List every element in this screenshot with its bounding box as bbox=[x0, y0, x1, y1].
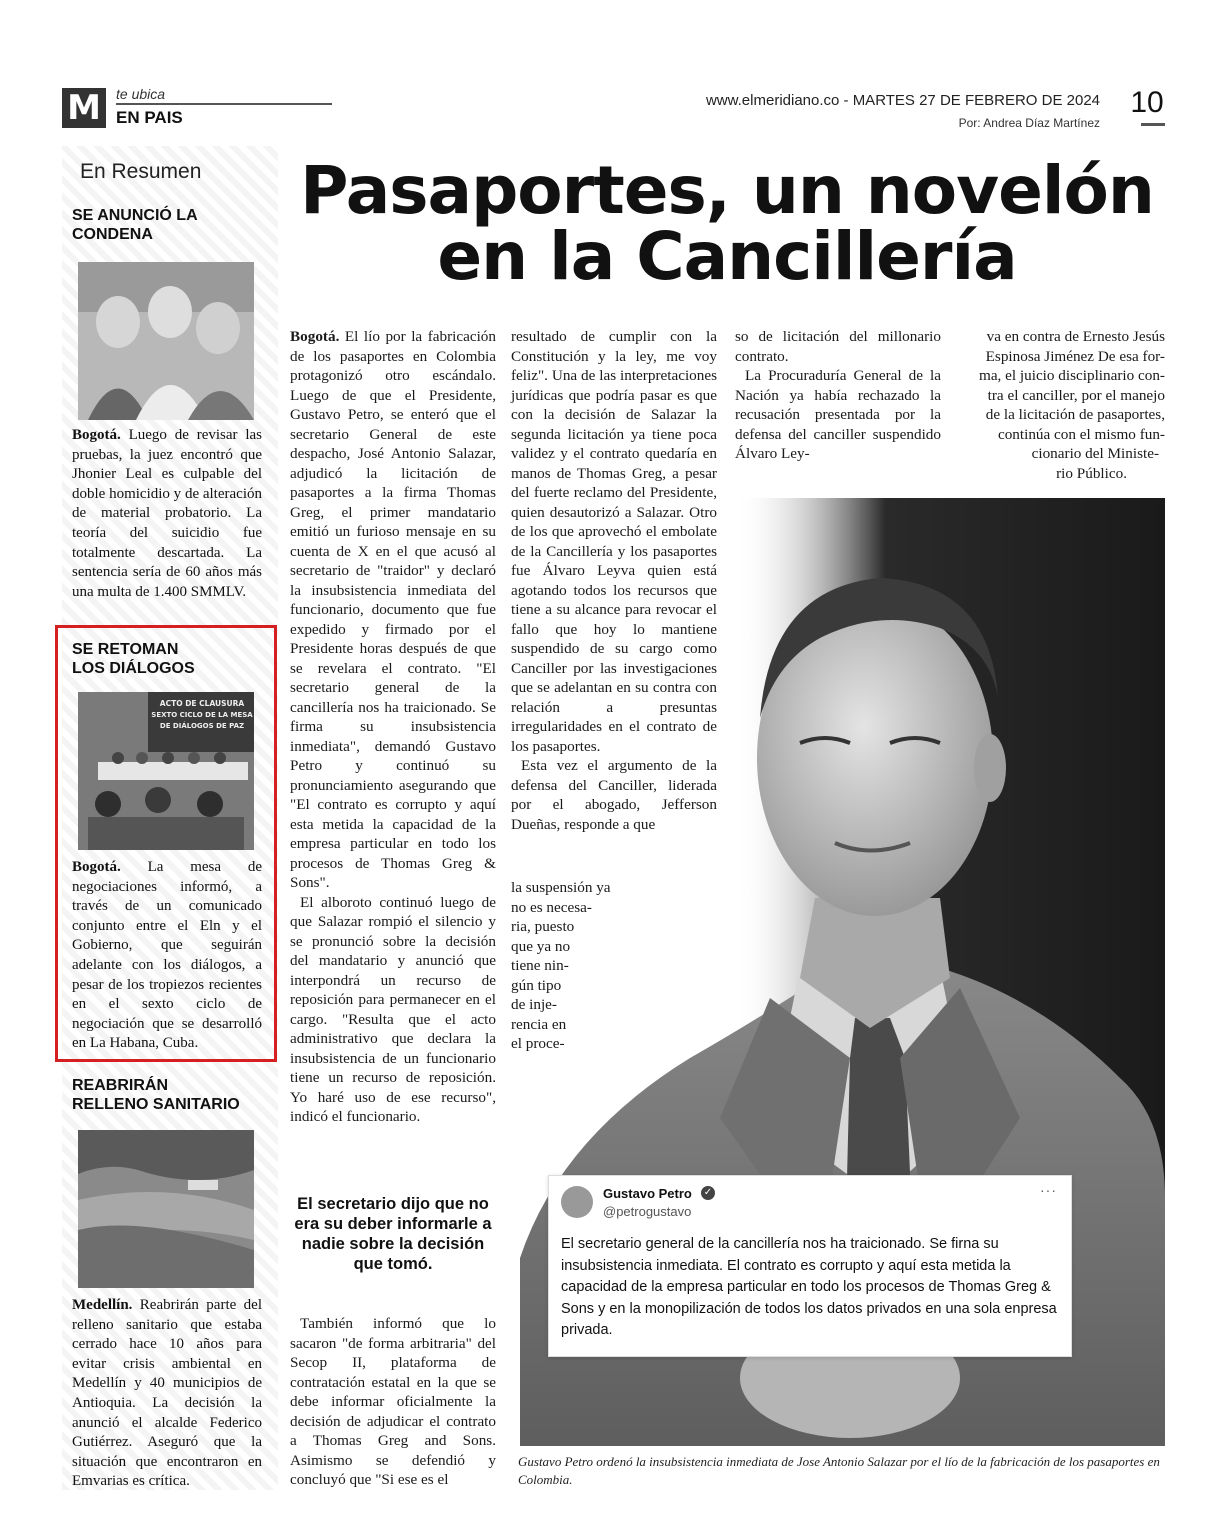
verified-badge-icon: ✓ bbox=[701, 1186, 715, 1200]
sidebar-item-1-headline: SE ANUNCIÓ LA CONDENA bbox=[72, 207, 198, 243]
col2-paragraph-2: Esta vez el argumento de la defensa del Canciller, liderada por el abogado, Jefferson Dueñas, responde a que bbox=[511, 757, 717, 833]
col1-paragraph-1: Bogotá. El lío por la fabricación de los pasaportes en Colombia protagonizó otro escándalo. Luego de que el Presidente, Gustavo Petro, se enteró que el secretario General de este despacho, José Antonio Salazar, adjudicó la licitación de pasaportes a la firma Thomas Greg, el primer mandatario emitió un furioso mensaje en su cuenta de X en el que acusó al secretario de "traidor" y declaró la insubsistencia inmediata del funcionario, documento que fue expedido y firmado por el Presidente horas después de que se revelara el contrato. "El secretario general de la cancillería nos ha traicionado. Se firma su insubsistencia inmediata", demandó Gustavo Petro y continuó su pronunciamiento asegurando que "El contrato es corrupto y aquí esta metida la capacidad de la empresa particular en todo los procesos de Thomas Greg & Sons". bbox=[290, 328, 496, 891]
tweet-text: El secretario general de la cancillería nos ha traicionado. Se firna su insubsistencia inmediata. El contrato es corrupto y aquí esta metida la capacidad de la empresa particular en todo los procesos de Thomas Greg & Sons y en la monopilización de todos los datos privados en una sola enpresa privada. bbox=[561, 1236, 1057, 1338]
banner-line-3: DE DIÁLOGOS DE PAZ bbox=[159, 722, 245, 730]
article-column-2-wrap: la suspensión ya no es necesa- ria, puesto que ya no tiene nin- gún tipo de inje- rencia en el proce- bbox=[511, 879, 611, 1052]
tweet-author-name[interactable]: Gustavo Petro bbox=[603, 1186, 692, 1201]
banner-line-1: ACTO DE CLAUSURA bbox=[159, 699, 245, 708]
sidebar-item-3-headline: REABRIRÁN RELLENO SANITARIO bbox=[72, 1077, 240, 1113]
sidebar-item-3-text: Medellín. Reabrirán parte del relleno sanitario que estaba cerrado hace 10 años para evitar crisis ambiental en Medellín y 40 municipios de Antioquia. La decisión la anunció el alcalde Federico Gutiérrez. Aseguró que la situación que encontraron en Emvarias es crítica. bbox=[72, 1297, 262, 1490]
article-headline: Pasaportes, un novelón en la Cancillería bbox=[300, 152, 1154, 295]
col3-paragraph-2: La Procuraduría General de la Nación ya había rechazado la recusación presentada por la defensa del canciller suspendido Álvaro Ley- bbox=[735, 367, 941, 462]
photo-caption: Gustavo Petro ordenó la insubsistencia inmediata de Jose Antonio Salazar por el lío de la fabricación de los pasaportes en Colombia. bbox=[518, 1454, 1160, 1487]
col3-paragraph-1: so de licitación del millonario contrato. bbox=[735, 328, 941, 365]
sidebar-title: En Resumen bbox=[80, 160, 202, 183]
sidebar-item-2-text: Bogotá. La mesa de negociaciones informó, a través de un comunicado conjunto entre el Eln y el Gobierno, que seguirán adelante con los diálogos, a pesar de los tropiezos recientes en el sexto ciclo de negociación que se desarrolló en La Habana, Cuba. bbox=[72, 859, 262, 1052]
article-column-1-continued bbox=[290, 1314, 496, 1490]
banner-line-2: SEXTO CICLO DE LA MESA bbox=[151, 711, 253, 719]
tweet-embed bbox=[548, 1175, 1072, 1357]
sidebar-item-2-photo bbox=[78, 692, 254, 850]
article-column-3 bbox=[735, 327, 941, 464]
tweet-author-handle[interactable]: @petrogustavo bbox=[603, 1204, 692, 1219]
sidebar-item-2-headline: SE RETOMAN LOS DIÁLOGOS bbox=[72, 641, 195, 677]
avatar[interactable] bbox=[561, 1186, 593, 1218]
section-name: EN PAIS bbox=[116, 108, 183, 127]
sidebar-item-1-text: Bogotá. Luego de revisar las pruebas, la juez encontró que Jhonier Leal es culpable del doble homicidio y de alteración de material probatorio. La teoría del suicidio fue totalmente descartada. La sentencia sería de 60 años más una multa de 1.400 SMMLV. bbox=[72, 427, 262, 600]
byline: Por: Andrea Díaz Martínez bbox=[958, 116, 1100, 130]
col2-paragraph-1: resultado de cumplir con la Constitución y la ley, me voy feliz". Una de las interpretaciones jurídicas que podría pasar es que con la decisión de Salazar la segunda licitación ya tiene poca validez y el contrato quedaría en manos de Thomas Greg, a pesar del fuerte reclamo del Presidente, quien desautorizó a Salazar. Otro de los que aprovechó el embolate de la Cancillería y los pasaportes fue Álvaro Leyva quien está agotando todos los recursos que tiene a su alcance para revocar el fallo que hoy lo mantiene suspendido de su cargo como Canciller por las investigaciones que se adelantan en su contra con relación a presuntas irregularidades en el contrato de los pasaportes. bbox=[511, 328, 717, 755]
section-kicker: te ubica bbox=[116, 86, 166, 102]
article-column-4: va en contra de Ernesto Jesús Espinosa Jiménez De esa for- ma, el juicio disciplinario con- tra el canciller, por el manejo de la licitación de pasaportes, continúa con el mismo fun- cionario del Ministe- rio Público. bbox=[979, 328, 1165, 482]
header-rule bbox=[116, 103, 332, 105]
sidebar-item-1-photo bbox=[78, 262, 254, 420]
article-column-1 bbox=[290, 327, 496, 1127]
dateline: www.elmeridiano.co - MARTES 27 DE FEBRERO DE 2024 bbox=[705, 92, 1100, 109]
col1-paragraph-3: También informó que lo sacaron "de forma arbitraria" del Secop II, plataforma de contratación estatal en la que se debe informar oficialmente la decisión de adjudicar el contrato a Thomas Greg and Sons. Asimismo se defendió y concluyó que "Si ese es el bbox=[290, 1315, 496, 1488]
page-number-rule bbox=[1141, 123, 1165, 126]
newspaper-logo: M bbox=[62, 88, 106, 128]
col1-paragraph-2: El alboroto continuó luego de que Salazar rompió el silencio y se pronunció sobre la decisión del mandatario y anunció que interpondrá un recurso de reposición para permanecer en el cargo. "Resulta que el acto administrativo que declara la insubsistencia de un funcionario tiene un recurso de reposición. Yo haré uso de ese recurso", indicó el funcionario. bbox=[290, 893, 496, 1125]
sidebar-item-3-photo bbox=[78, 1130, 254, 1288]
more-options-icon[interactable]: ··· bbox=[1040, 1182, 1057, 1198]
pull-quote: El secretario dijo que no era su deber informarle a nadie sobre la decisión que tomó. bbox=[294, 1195, 492, 1273]
page-number: 10 bbox=[1130, 86, 1164, 119]
